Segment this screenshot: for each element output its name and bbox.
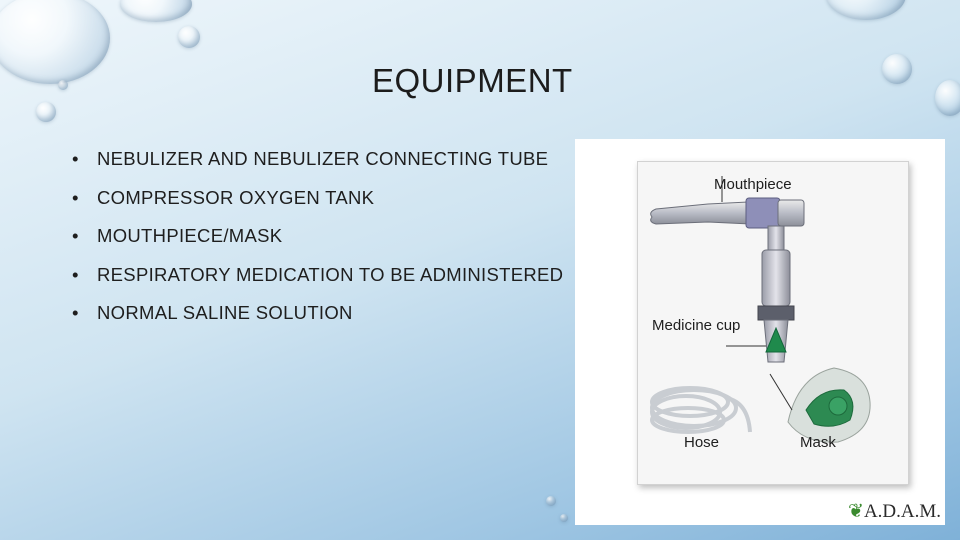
bullet-icon: • bbox=[72, 148, 79, 169]
bullet-icon: • bbox=[72, 263, 79, 285]
slide-title: EQUIPMENT bbox=[372, 62, 573, 99]
water-droplet bbox=[58, 80, 68, 90]
list-item bbox=[72, 262, 580, 301]
bullet-icon: • bbox=[72, 302, 79, 323]
water-droplet bbox=[560, 514, 568, 522]
mouthpiece-label: Mouthpiece bbox=[714, 176, 792, 193]
illustration-panel bbox=[637, 161, 909, 485]
equipment-list bbox=[72, 146, 580, 339]
list-item-text: MOUTHPIECE/MASK bbox=[97, 225, 283, 246]
list-item-text: RESPIRATORY MEDICATION TO BE ADMINISTERED bbox=[97, 263, 564, 285]
mask-label: Mask bbox=[800, 434, 836, 451]
list-item-text: NEBULIZER AND NEBULIZER CONNECTING TUBE bbox=[97, 148, 549, 169]
list-item bbox=[72, 223, 580, 262]
bullet-icon: • bbox=[72, 225, 79, 246]
bullet-icon: • bbox=[72, 186, 79, 208]
medicine-cup-label: Medicine cup bbox=[652, 317, 741, 334]
water-droplet bbox=[546, 496, 556, 506]
list-item bbox=[72, 300, 580, 339]
adam-logo bbox=[848, 500, 941, 523]
list-item bbox=[72, 185, 580, 224]
logo-text: A.D.A.M. bbox=[863, 501, 941, 522]
list-item-text: COMPRESSOR OXYGEN TANK bbox=[97, 186, 375, 208]
water-droplet bbox=[826, 0, 906, 20]
water-droplet bbox=[0, 0, 110, 84]
nebulizer-body-part bbox=[726, 226, 794, 362]
hose-part bbox=[652, 388, 750, 432]
water-droplet bbox=[935, 80, 960, 116]
water-droplet bbox=[882, 54, 912, 84]
water-droplet bbox=[178, 26, 200, 48]
hose-label: Hose bbox=[684, 434, 720, 451]
water-droplet bbox=[120, 0, 192, 22]
water-droplet bbox=[36, 102, 56, 122]
leaf-icon: ❦ bbox=[848, 501, 864, 522]
list-item-text: NORMAL SALINE SOLUTION bbox=[97, 302, 353, 323]
list-item bbox=[72, 146, 580, 185]
mask-part bbox=[770, 368, 870, 442]
nebulizer-illustration bbox=[575, 139, 945, 525]
